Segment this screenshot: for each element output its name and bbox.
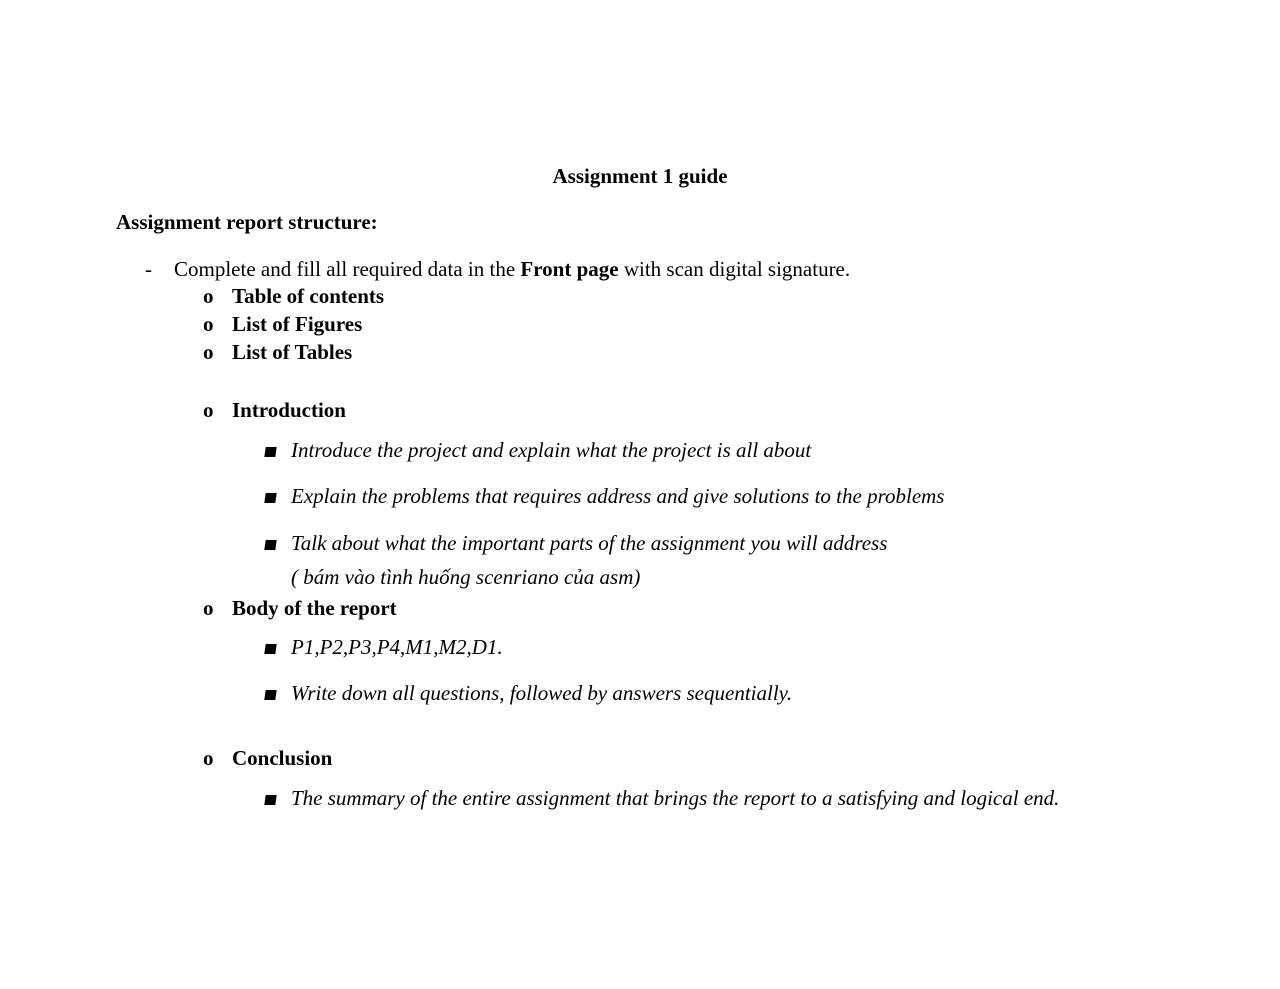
circle-bullet: o <box>203 746 214 770</box>
square-bullet-icon <box>264 690 276 700</box>
circle-bullet: o <box>203 284 214 308</box>
square-bullet-icon <box>264 493 276 503</box>
circle-bullet: o <box>203 398 214 422</box>
body-point: Write down all questions, followed by answers sequentially. <box>291 681 793 705</box>
introduction-point: Introduce the project and explain what the project is all about <box>291 438 812 462</box>
list-item-body-of-the-report: Body of the report <box>232 596 397 620</box>
list-item-introduction: Introduction <box>232 398 346 422</box>
list-item-list-of-tables: List of Tables <box>232 340 353 364</box>
body-point: P1,P2,P3,P4,M1,M2,D1. <box>291 635 503 659</box>
introduction-point: Talk about what the important parts of the assignment you will address <box>291 531 888 555</box>
list-item-table-of-contents: Table of contents <box>232 284 385 308</box>
conclusion-point: The summary of the entire assignment that brings the report to a satisfying and logical end. <box>291 786 1060 810</box>
instruction-bold-text: Front page <box>520 257 619 281</box>
front-page-instruction <box>174 259 850 280</box>
list-item-list-of-figures: List of Figures <box>232 312 363 336</box>
square-bullet-icon <box>264 644 276 654</box>
section-heading: Assignment report structure: <box>116 210 378 234</box>
document-title: Assignment 1 guide <box>552 164 728 188</box>
instruction-text-after: with scan digital signature. <box>618 257 851 281</box>
square-bullet-icon <box>264 540 276 550</box>
square-bullet-icon <box>264 795 276 805</box>
dash-bullet: - <box>145 257 152 281</box>
circle-bullet: o <box>203 596 214 620</box>
introduction-point: Explain the problems that requires address and give solutions to the problems <box>291 484 945 508</box>
instruction-text-before: Complete and fill all required data in the <box>174 257 521 281</box>
circle-bullet: o <box>203 312 214 336</box>
square-bullet-icon <box>264 447 276 457</box>
introduction-note: ( bám vào tình huống scenriano của asm) <box>291 565 641 589</box>
list-item-conclusion: Conclusion <box>232 746 333 770</box>
circle-bullet: o <box>203 340 214 364</box>
